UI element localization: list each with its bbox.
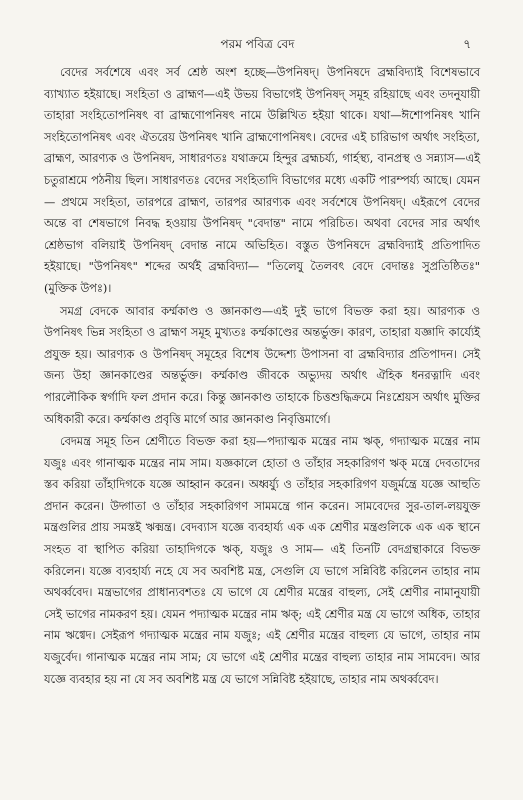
paragraph-mantra-classes: বেদমন্ত্র সমূহ তিন শ্রেণীতে বিভক্ত করা হয়—পদ্যাত্মক মন্ত্রের নাম ঋক্, গদ্যাত্মক মন্ত্রের নাম যজুঃ এবং গানাত্মক মন্ত্রের নাম সাম। যজ্ঞকালে হোতা ও তাঁহার সহকারিগণ ঋক্ মন্ত্রে দেবতাদের স্তব করিয়া তাঁহাদিগকে যজ্ঞে আহ্বান করেন। অধ্বর্য্যু ও তাঁহার সহকারিগণ যজুর্মন্ত্রে যজ্ঞে আহুতি প্রদান করেন। উদ্গাতা ও তাঁহার সহকারিগণ সামমন্ত্রে গান করেন। সামবেদের সুর-তাল-লয়যুক্ত মন্ত্রগুলির প্রায় সমস্তই ঋক্মন্ত্র। বেদব্যাস যজ্ঞে ব্যবহার্য্য এক এক শ্রেণীর মন্ত্রগুলিকে এক এক স্থানে সংহত বা স্থাপিত করিয়া তাহাদিগকে ঋক্, যজুঃ ও সাম— এই তিনটি বেদগ্রন্থাকারে বিভক্ত করিলেন। যজ্ঞে ব্যবহার্য্য নহে যে সব অবশিষ্ট মন্ত্র, সেগুলি যে ভাগে সন্নিবিষ্ট করিলেন তাহার নাম অথর্ব্ববেদ। মন্ত্রভাগের প্রাধান্যবশতঃ যে ভাগে যে শ্রেণীর মন্ত্রের বাহুল্য, সেই শ্রেণীর নামানুযায়ী সেই ভাগের নামকরণ হয়। যেমন পদ্যাত্মক মন্ত্রের নাম ঋক্; এই শ্রেণীর মন্ত্র যে ভাগে অধিক, তাহার নাম ঋগ্বেদ। সেইরূপ গদ্যাত্মক মন্ত্রের নাম যজুঃ; এই শ্রেণীর মন্ত্রের বাহুল্য যে ভাগে, তাহার নাম যজুর্বেদ। গানাত্মক মন্ত্রের নাম সাম; যে ভাগে এই শ্রেণীর মন্ত্রের বাহুল্য তাহার নাম সামবেদ। আর যজ্ঞে ব্যবহার হয় না যে সব অবশিষ্ট মন্ত্র যে ভাগে সন্নিবিষ্ট হইয়াছে, তাহার নাম অথর্ব্ববেদ। [44, 435, 480, 686]
running-title: পরম পবিত্র বেদ [220, 37, 295, 51]
paragraph-upanishad: বেদের সর্বশেষে এবং সর্ব শ্রেষ্ঠ অংশ হচ্ছে—উপনিষদ্। উপনিষদে ব্রহ্মবিদ্যাই বিশেষভাবে ব্যাখ্যাত হইয়াছে। সংহিতা ও ব্রাহ্মণ—এই উভয় বিভাগেই উপনিষদ্ সমূহ রহিয়াছে এবং তদনুযায়ী তাহারা সংহিতোপনিষৎ বা ব্রাহ্মণোপনিষৎ নামে উল্লিখিত হইয়া থাকে। যথা—ঈশোপনিষৎ খানি সংহিতোপনিষৎ এবং ঐতরেয় উপনিষৎ খানি ব্রাহ্মণোপনিষৎ। বেদের এই চারিভাগ অর্থাৎ সংহিতা, ব্রাহ্মণ, আরণ্যক ও উপনিষদ, সাধারণতঃ যথাক্রমে হিন্দুর ব্রহ্মচর্য্য, গার্হস্থ্য, বানপ্রস্থ ও সন্ন্যাস—এই চতুরাশ্রমে পঠনীয় ছিল। সাধারণতঃ বেদের সংহিতাদি বিভাগের মধ্যে একটি পারম্পর্য্য আছে। যেমন— প্রথমে সংহিতা, তারপরে ব্রাহ্মণ, তারপর আরণ্যক এবং সর্বশেষে উপনিষদ্। এইরূপে বেদের অন্তে বা শেষভাগে নিবদ্ধ হওয়ায় উপনিষদ্ "বেদান্ত" নামে পরিচিত। অথবা বেদের সার অর্থাৎ শ্রেষ্ঠভাগ বলিয়াই উপনিষদ্ বেদান্ত নামে অভিহিত। বস্তুত উপনিষদে ব্রহ্মবিদ্যাই প্রতিপাদিত হইয়াছে। "উপনিষৎ" শব্দের অর্থই ব্রহ্মবিদ্যা— "তিলেযু তৈলবৎ বেদে বেদান্তঃ সুপ্রতিষ্ঠিতঃ" (মুক্তিক উপঃ)। [44, 66, 480, 295]
page-number: ৭ [463, 37, 471, 51]
paragraph-karmakanda-jnanakanda: সমগ্র বেদকে আবার কর্ম্মকাণ্ড ও জ্ঞানকাণ্ড—এই দুই ভাগে বিভক্ত করা হয়। আরণ্যক ও উপনিষৎ ভিন্ন সংহিতা ও ব্রাহ্মণ সমূহ মুখ্যতঃ কর্ম্মকাণ্ডের অন্তর্ভুক্ত। কারণ, তাহারা যজ্ঞাদি কার্য্যেই প্রযুক্ত হয়। আরণ্যক ও উপনিষদ্ সমূহের বিশেষ উদ্দেশ্য উপাসনা বা ব্রহ্মবিদ্যার প্রতিপাদন। সেই জন্য উহা জ্ঞানকাণ্ডের অন্তর্ভুক্ত। কর্ম্মকাণ্ড জীবকে অভ্যুদয় অর্থাৎ ঐহিক ধনরত্নাদি এবং পারলৌকিক স্বর্গাদি ফল প্রদান করে। কিন্তু জ্ঞানকাণ্ড তাহাকে চিত্তশুদ্ধিক্রমে নিঃশ্রেয়স অর্থাৎ মুক্তির অধিকারী করে। কর্ম্মকাণ্ড প্রবৃত্তি মার্গে আর জ্ঞানকাণ্ড নিবৃত্তিমার্গে। [44, 304, 480, 426]
body-text [44, 62, 480, 690]
page-header [44, 36, 471, 54]
